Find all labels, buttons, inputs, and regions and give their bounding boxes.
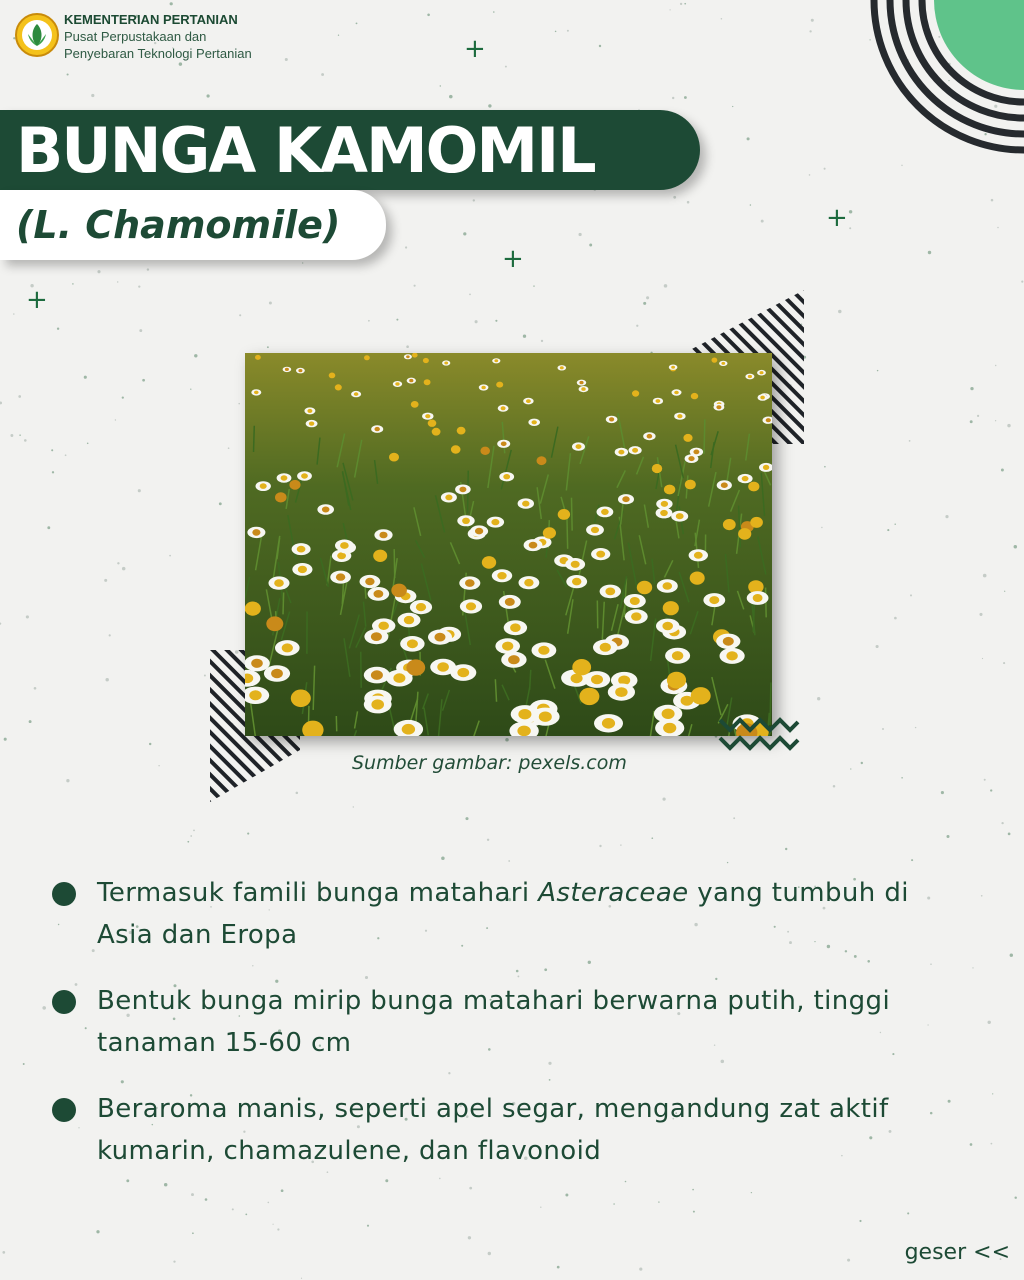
chamomile-flowers-illustration (245, 353, 772, 736)
plus-decoration: + (502, 244, 524, 274)
plus-decoration: + (464, 34, 486, 64)
org-subtitle-line2: Penyebaran Teknologi Pertanian (64, 46, 252, 61)
fact-text: Beraroma manis, seperti apel segar, mengandung zat aktif kumarin, chamazulene, dan flavonoid (97, 1094, 889, 1166)
title-banner (0, 110, 700, 190)
plus-decoration: + (826, 203, 848, 233)
zigzag-decoration (718, 716, 800, 758)
list-item (52, 980, 972, 1064)
image-caption: Sumber gambar: pexels.com (352, 752, 627, 774)
ministry-logo-icon (14, 12, 60, 58)
chamomile-field-photo (245, 353, 772, 736)
org-subtitle-line1: Pusat Perpustakaan dan (64, 29, 207, 44)
organization-name (64, 11, 252, 62)
list-item (52, 1088, 972, 1172)
corner-arcs-decoration (854, 0, 1024, 210)
subtitle-banner (0, 190, 386, 260)
org-title: KEMENTERIAN PERTANIAN (64, 12, 238, 27)
list-item (52, 872, 972, 956)
plus-decoration: + (26, 285, 48, 315)
bullet-dot-icon (52, 990, 76, 1014)
fact-text: Bentuk bunga mirip bunga matahari berwarna putih, tinggi tanaman 15-60 cm (97, 986, 891, 1058)
fact-list (52, 872, 972, 1196)
swipe-hint[interactable]: geser << (904, 1240, 1010, 1265)
bullet-dot-icon (52, 882, 76, 906)
page-subtitle: (L. Chamomile) (16, 203, 341, 247)
fact-text: Termasuk famili bunga matahari Asteraceae yang tumbuh di Asia dan Eropa (97, 878, 909, 950)
bullet-dot-icon (52, 1098, 76, 1122)
page-title: BUNGA KAMOMIL (16, 113, 595, 187)
